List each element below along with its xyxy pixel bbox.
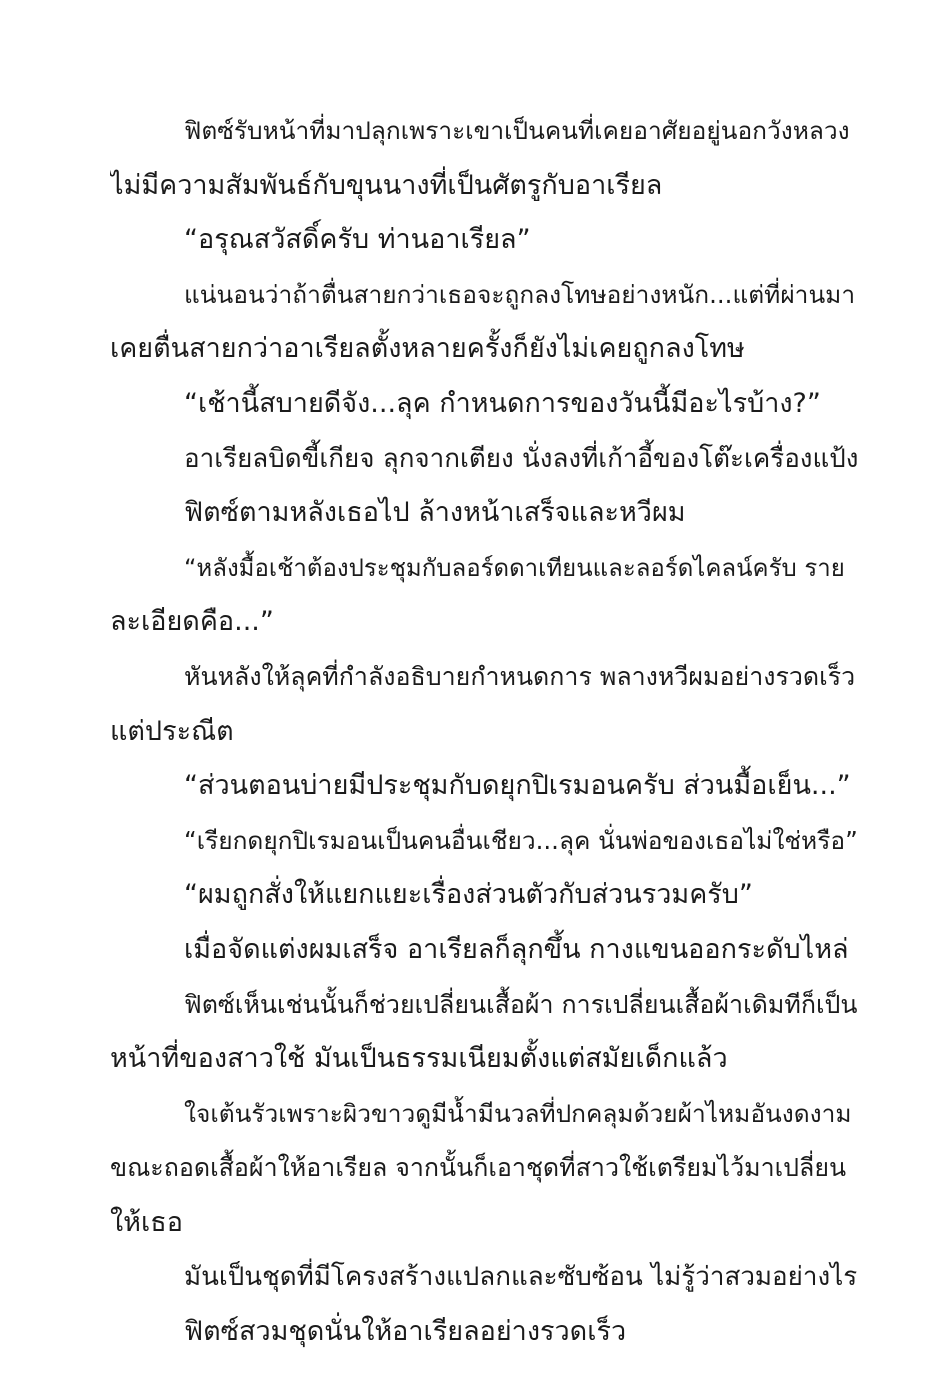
- dialogue-line: “เรียกดยุกปิเรมอนเป็นคนอื่นเชียว...ลุค นั่นพ่อของเธอไม่ใช่หรือ”: [184, 825, 858, 855]
- dialogue-line: “เช้านี้สบายดีจัง...ลุค กำหนดการของวันนี้มีอะไรบ้าง?”: [184, 387, 821, 419]
- text-line: ขณะถอดเสื้อผ้าให้อาเรียล จากนั้นก็เอาชุดที่สาวใช้เตรียมไว้มาเปลี่ยน: [110, 1153, 847, 1183]
- text-line: อาเรียลบิดขี้เกียจ ลุกจากเตียง นั่งลงที่เก้าอี้ของโต๊ะเครื่องแป้ง: [184, 443, 858, 474]
- text-line: ให้เธอ: [110, 1206, 183, 1238]
- text-line: มันเป็นชุดที่มีโครงสร้างแปลกและซับซ้อน ไม่รู้ว่าสวมอย่างไร: [184, 1262, 858, 1293]
- text-line: เคยตื่นสายกว่าอาเรียลตั้งหลายครั้งก็ยังไม่เคยถูกลงโทษ: [110, 333, 745, 365]
- dialogue-line: ละเอียดคือ...”: [110, 606, 274, 638]
- text-line: ใจเต้นรัวเพราะผิวขาวดูมีน้ำมีนวลที่ปกคลุมด้วยผ้าไหมอันงดงาม: [184, 1098, 852, 1128]
- text-line: แต่ประณีต: [110, 715, 234, 747]
- body-text: [110, 104, 858, 1360]
- dialogue-line: “อรุณสวัสดิ์ครับ ท่านอาเรียล”: [184, 224, 531, 256]
- text-line: ฟิตซ์ตามหลังเธอไป ล้างหน้าเสร็จและหวีผม: [184, 497, 686, 529]
- text-line: เมื่อจัดแต่งผมเสร็จ อาเรียลก็ลุกขึ้น กางแขนออกระดับไหล่: [184, 933, 849, 965]
- text-line: ไม่มีความสัมพันธ์กับขุนนางที่เป็นศัตรูกับอาเรียล: [110, 169, 663, 201]
- text-line: หน้าที่ของสาวใช้ มันเป็นธรรมเนียมตั้งแต่สมัยเด็กแล้ว: [110, 1043, 728, 1075]
- text-line: ฟิตซ์รับหน้าที่มาปลุกเพราะเขาเป็นคนที่เคยอาศัยอยู่นอกวังหลวง: [184, 116, 850, 145]
- dialogue-line: “หลังมื้อเช้าต้องประชุมกับลอร์ดดาเทียนและลอร์ดไคลน์ครับ ราย: [184, 553, 845, 582]
- text-line: หันหลังให้ลุคที่กำลังอธิบายกำหนดการ พลางหวีผมอย่างรวดเร็ว: [184, 661, 856, 691]
- dialogue-line: “ผมถูกสั่งให้แยกแยะเรื่องส่วนตัวกับส่วนรวมครับ”: [184, 879, 753, 911]
- dialogue-line: “ส่วนตอนบ่ายมีประชุมกับดยุกปิเรมอนครับ ส่วนมื้อเย็น...”: [184, 770, 851, 802]
- text-line: ฟิตซ์เห็นเช่นนั้นก็ช่วยเปลี่ยนเสื้อผ้า การเปลี่ยนเสื้อผ้าเดิมทีก็เป็น: [184, 989, 858, 1019]
- text-line: ฟิตซ์สวมชุดนั่นให้อาเรียลอย่างรวดเร็ว: [184, 1316, 627, 1348]
- text-line: แน่นอนว่าถ้าตื่นสายกว่าเธอจะถูกลงโทษอย่างหนัก...แต่ที่ผ่านมา: [184, 279, 856, 309]
